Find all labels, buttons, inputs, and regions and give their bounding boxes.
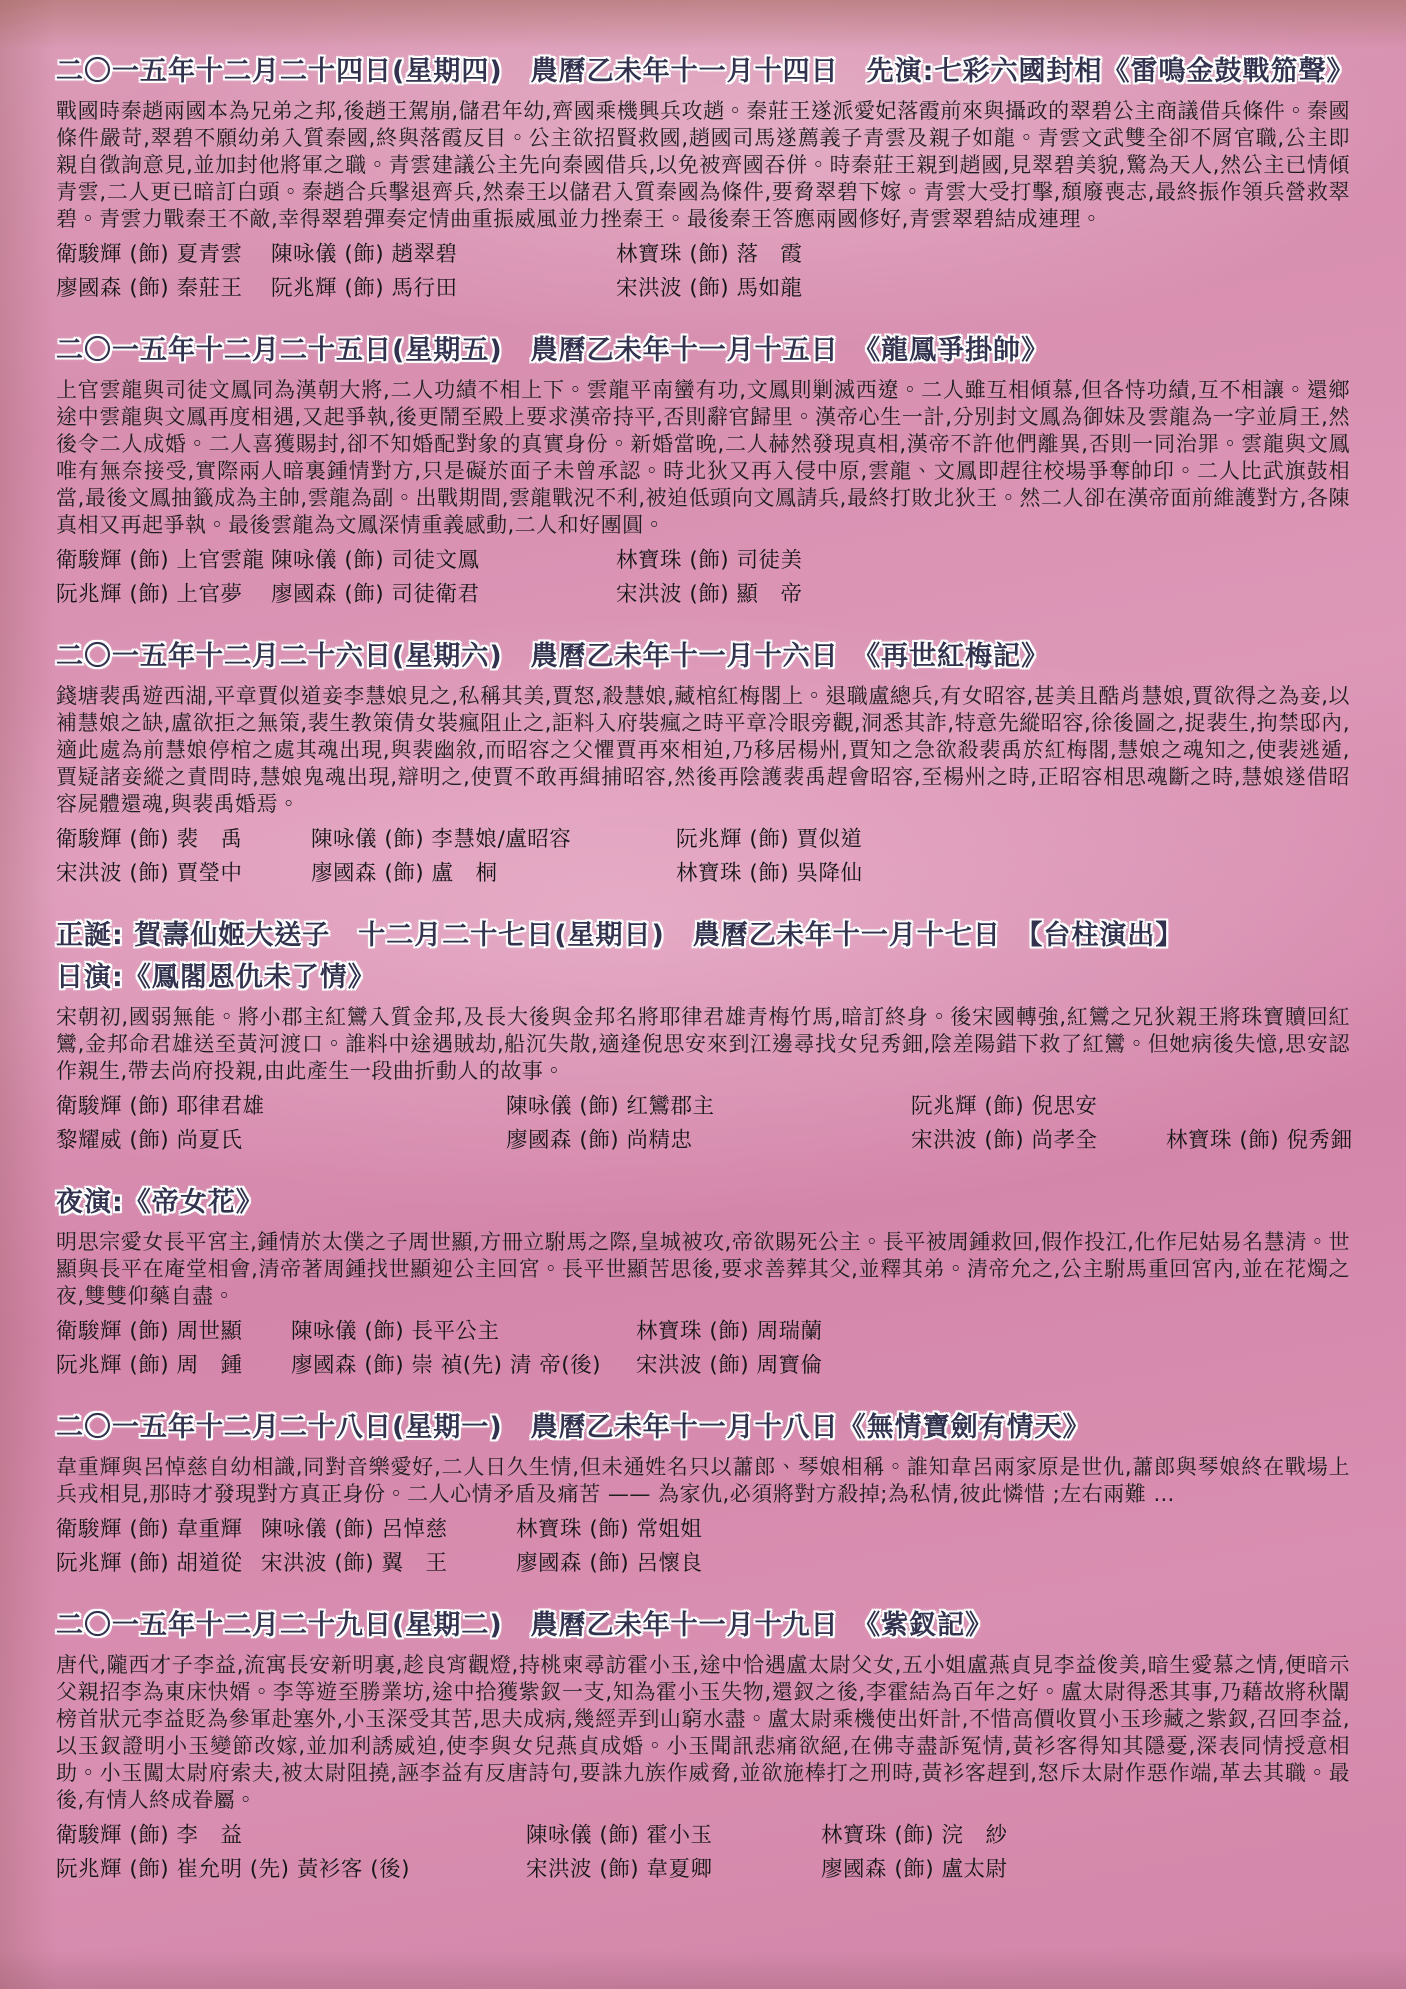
- show-section-dec26: [56, 639, 1350, 888]
- cast-list: [56, 1516, 1350, 1578]
- show-section-dec29: [56, 1608, 1350, 1884]
- show-header: 二〇一五年十二月二十八日(星期一) 農曆乙未年十一月十八日《無情寶劍有情天》: [56, 1412, 1091, 1443]
- cast-entry: 衛駿輝 (飾) 韋重輝: [56, 1517, 243, 1542]
- show-subheader: 日演:《鳳閣恩仇未了情》: [56, 962, 376, 993]
- cast-entry: 衛駿輝 (飾) 上官雲龍: [56, 548, 265, 573]
- cast-entry: 陳咏儀 (飾) 司徒文鳳: [271, 548, 480, 573]
- cast-entry: 宋洪波 (飾) 周寶倫: [636, 1353, 823, 1378]
- cast-entry: 衛駿輝 (飾) 李 益: [56, 1823, 243, 1848]
- cast-entry: 陳咏儀 (飾) 長平公主: [291, 1319, 500, 1344]
- cast-entry: 阮兆輝 (飾) 倪思安: [911, 1094, 1098, 1119]
- cast-entry: 陳咏儀 (飾) 趙翠碧: [271, 242, 458, 267]
- show-synopsis: 錢塘裴禹遊西湖,平章賈似道妾李慧娘見之,私稱其美,賈怒,殺慧娘,藏棺紅梅閣上。退職盧總兵,有女昭容,甚美且酷肖慧娘,賈欲得之為妾,以補慧娘之缺,盧欲拒之無策,裴生教策倩女裝瘋阻止之,詎料入府裝瘋之時平章冷眼旁觀,洞悉其詐,特意先縱昭容,徐後圖之,捉裴生,拘禁邸內,適此處為前慧娘停棺之處其魂出現,與裴幽敘,而昭容之父懼賈再來相迫,乃移居楊州,賈知之急欲殺裴禹於紅梅閣,慧娘之魂知之,使裴逃遁,賈疑諸妾縱之責問時,慧娘鬼魂出現,辯明之,使賈不敢再緝捕昭容,然後再陰護裴禹趕會昭容,至楊州之時,正昭容相思魂斷之時,慧娘遂借昭容屍體還魂,與裴禹婚焉。: [56, 684, 1350, 816]
- cast-entry: 阮兆輝 (飾) 胡道從: [56, 1551, 243, 1576]
- show-section-dec28: [56, 1410, 1350, 1578]
- cast-entry: 陳咏儀 (飾) 呂悼慈: [261, 1517, 448, 1542]
- cast-entry: 陳咏儀 (飾) 李慧娘/盧昭容: [311, 827, 572, 852]
- show-synopsis: 戰國時秦趙兩國本為兄弟之邦,後趙王駕崩,儲君年幼,齊國乘機興兵攻趙。秦莊王遂派愛妃落霞前來與攝政的翠碧公主商議借兵條件。秦國條件嚴苛,翠碧不願幼弟入質秦國,終與落霞反目。公主欲招賢救國,趙國司馬遂薦義子青雲及親子如龍。青雲文武雙全卻不屑官職,公主即親自徵詢意見,並加封他將軍之職。青雲建議公主先向秦國借兵,以免被齊國吞併。時秦莊王親到趙國,見翠碧美貌,驚為天人,然公主已情傾青雲,二人更已暗訂白頭。秦趙合兵擊退齊兵,然秦王以儲君入質秦國為條件,要脅翠碧下嫁。青雲大受打擊,頹廢喪志,最終振作領兵營救翠碧。青雲力戰秦王不敵,幸得翠碧彈奏定情曲重振威風並力挫秦王。最後秦王答應兩國修好,青雲翠碧結成連理。: [56, 99, 1350, 231]
- cast-entry: 林寶珠 (飾) 司徒美: [616, 548, 803, 573]
- show-header: 二〇一五年十二月二十四日(星期四) 農曆乙未年十一月十四日 先演:七彩六國封相《雷鳴金鼓戰笳聲》: [56, 56, 1355, 87]
- cast-entry: 阮兆輝 (飾) 賈似道: [676, 827, 863, 852]
- cast-entry: 廖國森 (飾) 盧太尉: [821, 1857, 1008, 1882]
- cast-entry: 衛駿輝 (飾) 周世顯: [56, 1319, 243, 1344]
- cast-entry: 林寶珠 (飾) 浣 紗: [821, 1823, 1008, 1848]
- cast-entry: 宋洪波 (飾) 賈瑩中: [56, 861, 243, 886]
- cast-entry: 宋洪波 (飾) 翼 王: [261, 1551, 448, 1576]
- cast-entry: 阮兆輝 (飾) 周 鍾: [56, 1353, 243, 1378]
- show-header: 夜演:《帝女花》: [56, 1187, 264, 1218]
- cast-list: [56, 241, 1350, 303]
- show-section-dec27-day: [56, 918, 1353, 1155]
- cast-entry: 廖國森 (飾) 秦莊王: [56, 276, 243, 301]
- show-header: 正誕: 賀壽仙姬大送子 十二月二十七日(星期日) 農曆乙未年十一月十七日 【台柱演出】: [56, 920, 1184, 951]
- cast-list: [56, 1093, 1353, 1155]
- cast-entry: 衛駿輝 (飾) 裴 禹: [56, 827, 243, 852]
- cast-entry: 廖國森 (飾) 呂懷良: [516, 1551, 703, 1576]
- show-header: 二〇一五年十二月二十六日(星期六) 農曆乙未年十一月十六日 《再世紅梅記》: [56, 641, 1050, 672]
- cast-entry: 宋洪波 (飾) 顯 帝: [616, 582, 803, 607]
- cast-entry: 廖國森 (飾) 尚精忠: [506, 1128, 693, 1153]
- cast-entry: 林寶珠 (飾) 周瑞蘭: [636, 1319, 823, 1344]
- cast-entry: 林寶珠 (飾) 落 霞: [616, 242, 803, 267]
- cast-entry: 宋洪波 (飾) 馬如龍: [616, 276, 803, 301]
- cast-list: [56, 1318, 1350, 1380]
- show-section-dec27-night: [56, 1185, 1350, 1380]
- cast-entry: 宋洪波 (飾) 韋夏卿: [526, 1857, 713, 1882]
- show-header: 二〇一五年十二月二十九日(星期二) 農曆乙未年十一月十九日 《紫釵記》: [56, 1610, 994, 1641]
- cast-entry: 阮兆輝 (飾) 馬行田: [271, 276, 458, 301]
- cast-entry: 阮兆輝 (飾) 上官夢: [56, 582, 243, 607]
- cast-entry: 廖國森 (飾) 盧 桐: [311, 861, 498, 886]
- cast-entry: 林寶珠 (飾) 倪秀鈿: [1166, 1128, 1353, 1153]
- cast-list: [56, 547, 1350, 609]
- cast-entry: 衛駿輝 (飾) 夏青雲: [56, 242, 243, 267]
- cast-entry: 林寶珠 (飾) 吳降仙: [676, 861, 863, 886]
- cast-entry: 廖國森 (飾) 崇 禎(先) 清 帝(後): [291, 1353, 601, 1378]
- show-synopsis: 上官雲龍與司徒文鳳同為漢朝大將,二人功績不相上下。雲龍平南蠻有功,文鳳則剿滅西遼。二人雖互相傾慕,但各恃功績,互不相讓。還鄉途中雲龍與文鳳再度相遇,又起爭執,後更鬧至殿上要求漢帝持平,否則辭官歸里。漢帝心生一計,分別封文鳳為御妹及雲龍為一字並肩王,然後令二人成婚。二人喜獲賜封,卻不知婚配對象的真實身份。新婚當晚,二人赫然發現真相,漢帝不許他們離異,否則一同治罪。雲龍與文鳳唯有無奈接受,實際兩人暗裏鍾情對方,只是礙於面子未曾承認。時北狄又再入侵中原,雲龍、文鳳即趕往校場爭奪帥印。二人比武旗鼓相當,最後文鳳抽籤成為主帥,雲龍為副。出戰期間,雲龍戰況不利,被迫低頭向文鳳請兵,最終打敗北狄王。然二人卻在漢帝面前維護對方,各陳真相又再起爭執。最後雲龍為文鳳深情重義感動,二人和好團圓。: [56, 378, 1350, 537]
- show-section-dec25: [56, 333, 1350, 609]
- cast-entry: 廖國森 (飾) 司徒衛君: [271, 582, 480, 607]
- show-synopsis: 唐代,隴西才子李益,流寓長安新明裏,趁良宵觀燈,持桃柬尋訪霍小玉,途中恰遇盧太尉父女,五小姐盧燕貞見李益俊美,暗生愛慕之情,便暗示父親招李為東床快婿。李等遊至勝業坊,途中拾獲紫釵一支,知為霍小玉失物,還釵之後,李霍結為百年之好。盧太尉得悉其事,乃藉故將秋闈榜首狀元李益貶為參軍赴塞外,小玉深受其苦,思夫成病,幾經弄到山窮水盡。盧太尉乘機使出奸計,不惜高價收買小玉珍藏之紫釵,召回李益,以玉釵證明小玉變節改嫁,並加利誘威迫,使李與女兒燕貞成婚。小玉聞訊悲痛欲絕,在佛寺盡訴冤情,黃衫客得知其隱憂,深表同情授意相助。小玉闖太尉府索夫,被太尉阻撓,誣李益有反唐詩句,要誅九族作威脅,並欲施棒打之刑時,黃衫客趕到,怒斥太尉作惡作端,革去其職。最後,有情人終成眷屬。: [56, 1653, 1350, 1812]
- show-header: 二〇一五年十二月二十五日(星期五) 農曆乙未年十一月十五日 《龍鳳爭掛帥》: [56, 335, 1050, 366]
- show-synopsis: 宋朝初,國弱無能。將小郡主紅鸞入質金邦,及長大後與金邦名將耶律君雄青梅竹馬,暗訂終身。後宋國轉強,紅鸞之兄狄親王將珠寶贖回紅鸞,金邦命君雄送至黃河渡口。誰料中途遇賊劫,船沉失散,適逢倪思安來到江邊尋找女兒秀鈿,陰差陽錯下救了紅鸞。但她病後失憶,思安認作親生,帶去尚府投親,由此產生一段曲折動人的故事。: [56, 1005, 1350, 1083]
- cast-list: [56, 1822, 1350, 1884]
- show-synopsis: 韋重輝與呂悼慈自幼相識,同對音樂愛好,二人日久生情,但未通姓名只以蕭郎、琴娘相稱。誰知韋呂兩家原是世仇,蕭郎與琴娘終在戰場上兵戎相見,那時才發現對方真正身份。二人心情矛盾及痛苦 —— 為家仇,必須將對方殺掉;為私情,彼此憐惜 ;左右兩難 …: [56, 1455, 1350, 1506]
- cast-entry: 陳咏儀 (飾) 霍小玉: [526, 1823, 713, 1848]
- cast-entry: 阮兆輝 (飾) 崔允明 (先) 黃衫客 (後): [56, 1857, 411, 1882]
- cast-list: [56, 826, 1350, 888]
- cast-entry: 衛駿輝 (飾) 耶律君雄: [56, 1094, 265, 1119]
- cast-entry: 林寶珠 (飾) 常姐姐: [516, 1517, 703, 1542]
- cast-entry: [1166, 1093, 1352, 1121]
- cast-entry: 陳咏儀 (飾) 红鸞郡主: [506, 1094, 715, 1119]
- show-section-dec24: [56, 54, 1355, 303]
- cast-entry: 宋洪波 (飾) 尚孝全: [911, 1128, 1098, 1153]
- cast-entry: 黎耀威 (飾) 尚夏氏: [56, 1128, 243, 1153]
- show-synopsis: 明思宗愛女長平宮主,鍾情於太僕之子周世顯,方冊立駙馬之際,皇城被攻,帝欲賜死公主。長平被周鍾救回,假作投江,化作尼姑易名慧清。世顯與長平在庵堂相會,清帝著周鍾找世顯迎公主回宮。長平世顯苦思後,要求善葬其父,並釋其弟。清帝允之,公主駙馬重回宮內,並在花燭之夜,雙雙仰藥自盡。: [56, 1230, 1350, 1308]
